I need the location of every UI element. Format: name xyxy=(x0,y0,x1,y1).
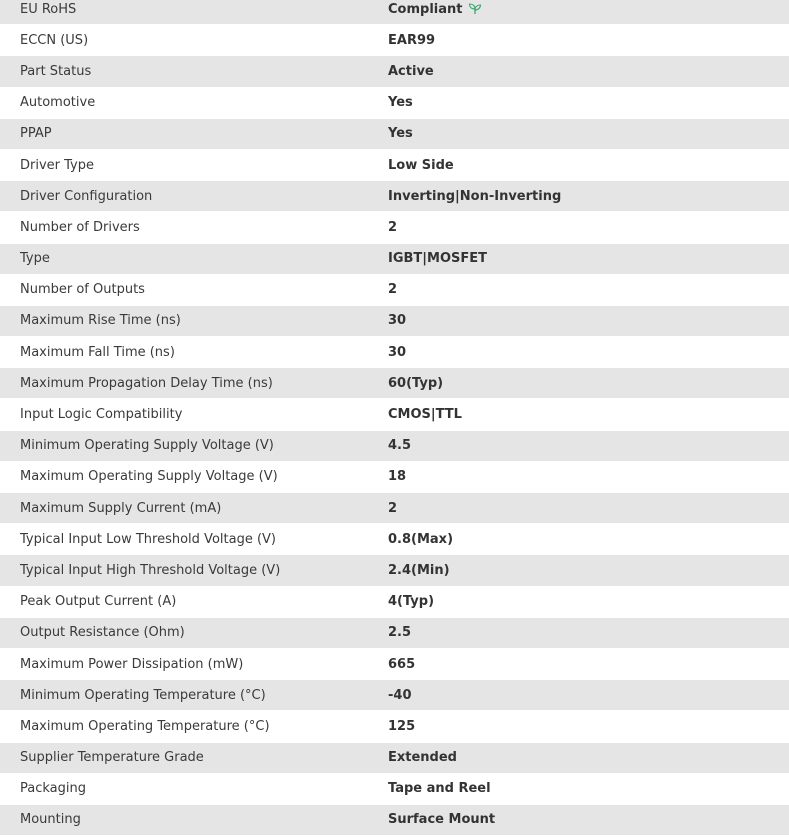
spec-label: Supplier Temperature Grade xyxy=(20,750,204,766)
spec-row xyxy=(0,462,789,493)
spec-row xyxy=(0,618,789,649)
spec-row xyxy=(0,555,789,586)
spec-label: Mounting xyxy=(20,812,81,828)
spec-value xyxy=(388,719,789,734)
spec-label: Peak Output Current (A) xyxy=(20,594,177,610)
spec-label: Minimum Operating Temperature (°C) xyxy=(20,687,266,703)
spec-row xyxy=(0,368,789,399)
spec-label: Maximum Propagation Delay Time (ns) xyxy=(20,375,273,391)
spec-row xyxy=(0,649,789,680)
spec-value-text: 18 xyxy=(388,469,407,485)
spec-row xyxy=(0,711,789,742)
spec-value xyxy=(388,501,789,516)
spec-value-text: 2 xyxy=(388,282,398,298)
spec-value xyxy=(388,688,789,703)
spec-value xyxy=(388,126,789,141)
spec-value-text: Active xyxy=(388,63,434,79)
spec-label: Typical Input Low Threshold Voltage (V) xyxy=(20,531,276,547)
spec-value-text: 60(Typ) xyxy=(388,375,444,391)
spec-label: Number of Drivers xyxy=(20,219,140,235)
spec-label: Number of Outputs xyxy=(20,282,145,298)
spec-value xyxy=(388,282,789,297)
spec-value-text: 2 xyxy=(388,219,398,235)
spec-value xyxy=(388,781,789,796)
spec-value xyxy=(388,220,789,235)
spec-value-text: 0.8(Max) xyxy=(388,531,454,547)
spec-label: Type xyxy=(20,251,50,267)
spec-row xyxy=(0,805,789,836)
spec-value-text: 125 xyxy=(388,718,416,734)
spec-row xyxy=(0,244,789,275)
spec-label: ECCN (US) xyxy=(20,32,89,48)
spec-label: Maximum Fall Time (ns) xyxy=(20,344,175,360)
spec-label: Driver Configuration xyxy=(20,188,153,204)
spec-label: Part Status xyxy=(20,63,92,79)
spec-value-text: 30 xyxy=(388,344,407,360)
spec-row xyxy=(0,493,789,524)
spec-value xyxy=(388,313,789,328)
spec-value-text: 4.5 xyxy=(388,438,412,454)
spec-row xyxy=(0,774,789,805)
spec-row xyxy=(0,212,789,243)
spec-label: Input Logic Compatibility xyxy=(20,407,183,423)
spec-value-text: 4(Typ) xyxy=(388,594,435,610)
spec-value xyxy=(388,563,789,578)
spec-row xyxy=(0,431,789,462)
spec-value xyxy=(388,64,789,79)
spec-value xyxy=(388,750,789,765)
spec-value xyxy=(388,251,789,266)
spec-row xyxy=(0,150,789,181)
spec-value-text: Surface Mount xyxy=(388,812,496,828)
spec-value-text: 665 xyxy=(388,656,416,672)
spec-value xyxy=(388,33,789,48)
spec-label: Maximum Operating Temperature (°C) xyxy=(20,718,270,734)
spec-label: Maximum Rise Time (ns) xyxy=(20,313,181,329)
spec-label: PPAP xyxy=(20,126,52,142)
spec-label: Maximum Operating Supply Voltage (V) xyxy=(20,469,278,485)
spec-label: Minimum Operating Supply Voltage (V) xyxy=(20,438,274,454)
spec-value xyxy=(388,469,789,484)
spec-row xyxy=(0,119,789,150)
spec-value-text: Low Side xyxy=(388,157,454,173)
spec-value-text: 2.5 xyxy=(388,625,412,641)
spec-row xyxy=(0,680,789,711)
spec-value-text: -40 xyxy=(388,687,412,703)
spec-value-text: CMOS|TTL xyxy=(388,407,462,423)
spec-value xyxy=(388,532,789,547)
spec-value-text: Compliant xyxy=(388,1,463,17)
spec-value xyxy=(388,376,789,391)
spec-row xyxy=(0,56,789,87)
spec-value-text: Inverting|Non-Inverting xyxy=(388,188,562,204)
spec-value-text: 30 xyxy=(388,313,407,329)
spec-value xyxy=(388,407,789,422)
spec-value xyxy=(388,95,789,110)
spec-label: EU RoHS xyxy=(20,1,77,17)
spec-value-text: Yes xyxy=(388,95,413,111)
spec-label: Packaging xyxy=(20,781,86,797)
spec-label: Automotive xyxy=(20,95,96,111)
spec-row xyxy=(0,743,789,774)
spec-row xyxy=(0,399,789,430)
spec-value-text: Yes xyxy=(388,126,413,142)
spec-value xyxy=(388,625,789,640)
spec-row xyxy=(0,587,789,618)
spec-value-text: 2.4(Min) xyxy=(388,562,450,578)
leaf-icon xyxy=(468,2,482,16)
spec-row xyxy=(0,306,789,337)
spec-row xyxy=(0,0,789,25)
spec-value xyxy=(388,594,789,609)
spec-row xyxy=(0,181,789,212)
spec-value xyxy=(388,438,789,453)
spec-value-text: IGBT|MOSFET xyxy=(388,251,488,267)
spec-row xyxy=(0,88,789,119)
spec-label: Maximum Power Dissipation (mW) xyxy=(20,656,244,672)
spec-label: Output Resistance (Ohm) xyxy=(20,625,185,641)
spec-value xyxy=(388,345,789,360)
spec-row xyxy=(0,524,789,555)
spec-label: Maximum Supply Current (mA) xyxy=(20,500,222,516)
spec-value xyxy=(388,657,789,672)
spec-label: Typical Input High Threshold Voltage (V) xyxy=(20,562,281,578)
spec-value-text: Tape and Reel xyxy=(388,781,491,797)
spec-label: Driver Type xyxy=(20,157,94,173)
spec-value xyxy=(388,158,789,173)
spec-row xyxy=(0,337,789,368)
spec-row xyxy=(0,275,789,306)
spec-value xyxy=(388,2,789,17)
spec-value-text: 2 xyxy=(388,500,398,516)
spec-value xyxy=(388,189,789,204)
spec-value-text: Extended xyxy=(388,750,457,766)
spec-value-text: EAR99 xyxy=(388,32,436,48)
spec-value xyxy=(388,812,789,827)
spec-row xyxy=(0,25,789,56)
